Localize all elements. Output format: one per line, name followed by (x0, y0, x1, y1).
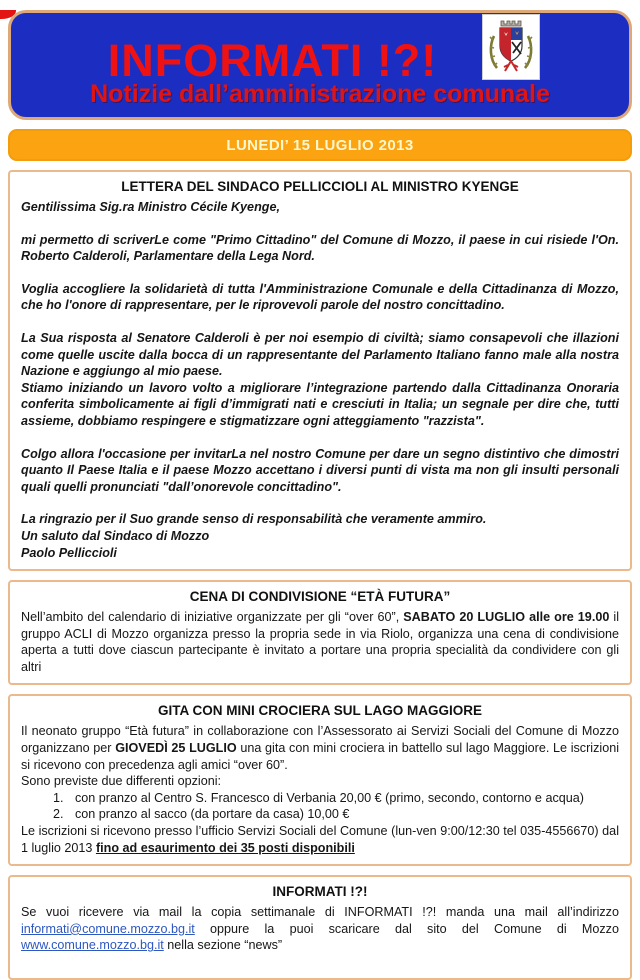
letter-closing: La ringrazio per il Suo grande senso di responsabilità che veramente ammiro. (21, 512, 487, 527)
website-link[interactable]: www.comune.mozzo.bg.it (21, 938, 164, 953)
gita-option-item: 2. con pranzo al sacco (da portare da casa) 10,00 € (67, 806, 619, 823)
section-cena (8, 580, 632, 685)
cena-text: Nell’ambito del calendario di iniziative organizzate per gli “over 60”, (21, 610, 404, 625)
cena-text: il gruppo ACLI di Mozzo organizza presso la propria sede in via Riolo, organizza una cena di condivisione aperta a tutti dove ciascun partecipante è invitato a portare una propria specialità da condividere con gli altri (21, 610, 619, 674)
masthead (8, 10, 632, 120)
cena-title: CENA DI CONDIVISIONE “ETÀ FUTURA” (189, 589, 451, 605)
municipal-crest (482, 14, 540, 80)
letter-paragraph: Voglia accogliere la solidarietà di tutta l'Amministrazione Comunale e della Cittadinanza di Mozzo, che ho l'onore di rappresentare, per le riprovevoli parole del nostro concittadino. (21, 281, 619, 313)
letter-paragraph: Stiamo iniziando un lavoro volto a migliorare l’integrazione partendo dalla Cittadinanza Onoraria conferita simbolicamente ai figli d’immigrati nati e cresciuti in Italia; un segnale per dire che, tutti assieme, dobbiamo respingere e stigmatizzare ogni atteggiamento "razzista". (21, 380, 619, 428)
gita-intro (21, 723, 619, 773)
gita-text: una gita con mini crociera in battello sul lago Maggiore. Le iscrizioni si ricevono con precedenza agli amici “over 60”. (21, 741, 619, 772)
cena-date-highlight: SABATO 20 LUGLIO alle ore 19.00 (403, 610, 610, 625)
gita-options-list (21, 790, 619, 823)
gita-option-item: 1. con pranzo al Centro S. Francesco di Verbania 20,00 € (primo, secondo, contorno e acqua) (67, 790, 619, 807)
section-gita (8, 694, 632, 866)
gita-text: Il neonato gruppo “Età futura” in collaborazione con l’Assessorato ai Servizi Sociali del Comune di Mozzo organizzano per (21, 724, 619, 756)
gita-title: GITA CON MINI CROCIERA SUL LAGO MAGGIORE (158, 703, 482, 719)
letter-signoff: Un saluto dal Sindaco di Mozzo (21, 528, 210, 543)
gita-date-highlight: GIOVEDÌ 25 LUGLIO (115, 741, 237, 756)
date-text: LUNEDI’ 15 LUGLIO 2013 (226, 136, 414, 154)
letter-salutation: Gentilissima Sig.ra Ministro Cécile Kyenge, (21, 200, 280, 214)
email-link[interactable]: informati@comune.mozzo.bg.it (21, 921, 195, 936)
letter-paragraph: mi permetto di scriverLe come "Primo Cittadino" del Comune di Mozzo, il paese in cui risiede l'On. Roberto Calderoli, Parlamentare della Lega Nord. (21, 232, 619, 264)
newsletter-title: INFORMATI !?! (107, 35, 438, 86)
coat-of-arms-icon (485, 16, 537, 78)
informati-text: oppure la puoi scaricare dal sito del Comune di Mozzo (194, 921, 619, 936)
date-banner (8, 129, 632, 161)
gita-text: Le iscrizioni si ricevono presso l’ufficio Servizi Sociali del Comune (lun-ven 9:00/12:30 tel 035-4556670) dal 1 luglio 2013 (21, 824, 619, 855)
gita-closing (21, 823, 619, 856)
section-informati (8, 875, 632, 980)
informati-text: nella sezione “news” (163, 938, 283, 953)
letter-paragraph: La Sua risposta al Senatore Calderoli è per noi esempio di civiltà; siamo consapevoli che illazioni come quelle uscite dalla bocca di un rappresentante del Parlamento Italiano fanno male alla nostra Nazione e aggiungo al mio paese. (21, 330, 619, 379)
gita-seats-highlight: fino ad esaurimento dei 35 posti disponibili (95, 840, 355, 855)
gita-options-label: Sono previste due differenti opzioni: (21, 774, 221, 789)
letter-paragraph: Colgo allora l'occasione per invitarLa nel nostro Comune per dare un segno distintivo che dimostri quanto Il Paese Italia e il paese Mozzo accettano i diversi punti di vista ma non gli insulti personali quali quelli pronunciati "dall’onorevole concittadino". (21, 446, 619, 494)
informati-text: Se vuoi ricevere via mail la copia settimanale di INFORMATI !?! manda una mail all’indirizzo (21, 905, 619, 920)
informati-title: INFORMATI !?! (272, 884, 368, 900)
informati-body (21, 904, 619, 954)
cena-body (21, 609, 619, 675)
letter-title: LETTERA DEL SINDACO PELLICCIOLI AL MINISTRO KYENGE (121, 179, 519, 194)
newsletter-subtitle: Notizie dall’amministrazione comunale (90, 80, 550, 108)
section-letter (8, 170, 632, 571)
letter-signature: Paolo Pelliccioli (21, 545, 117, 560)
